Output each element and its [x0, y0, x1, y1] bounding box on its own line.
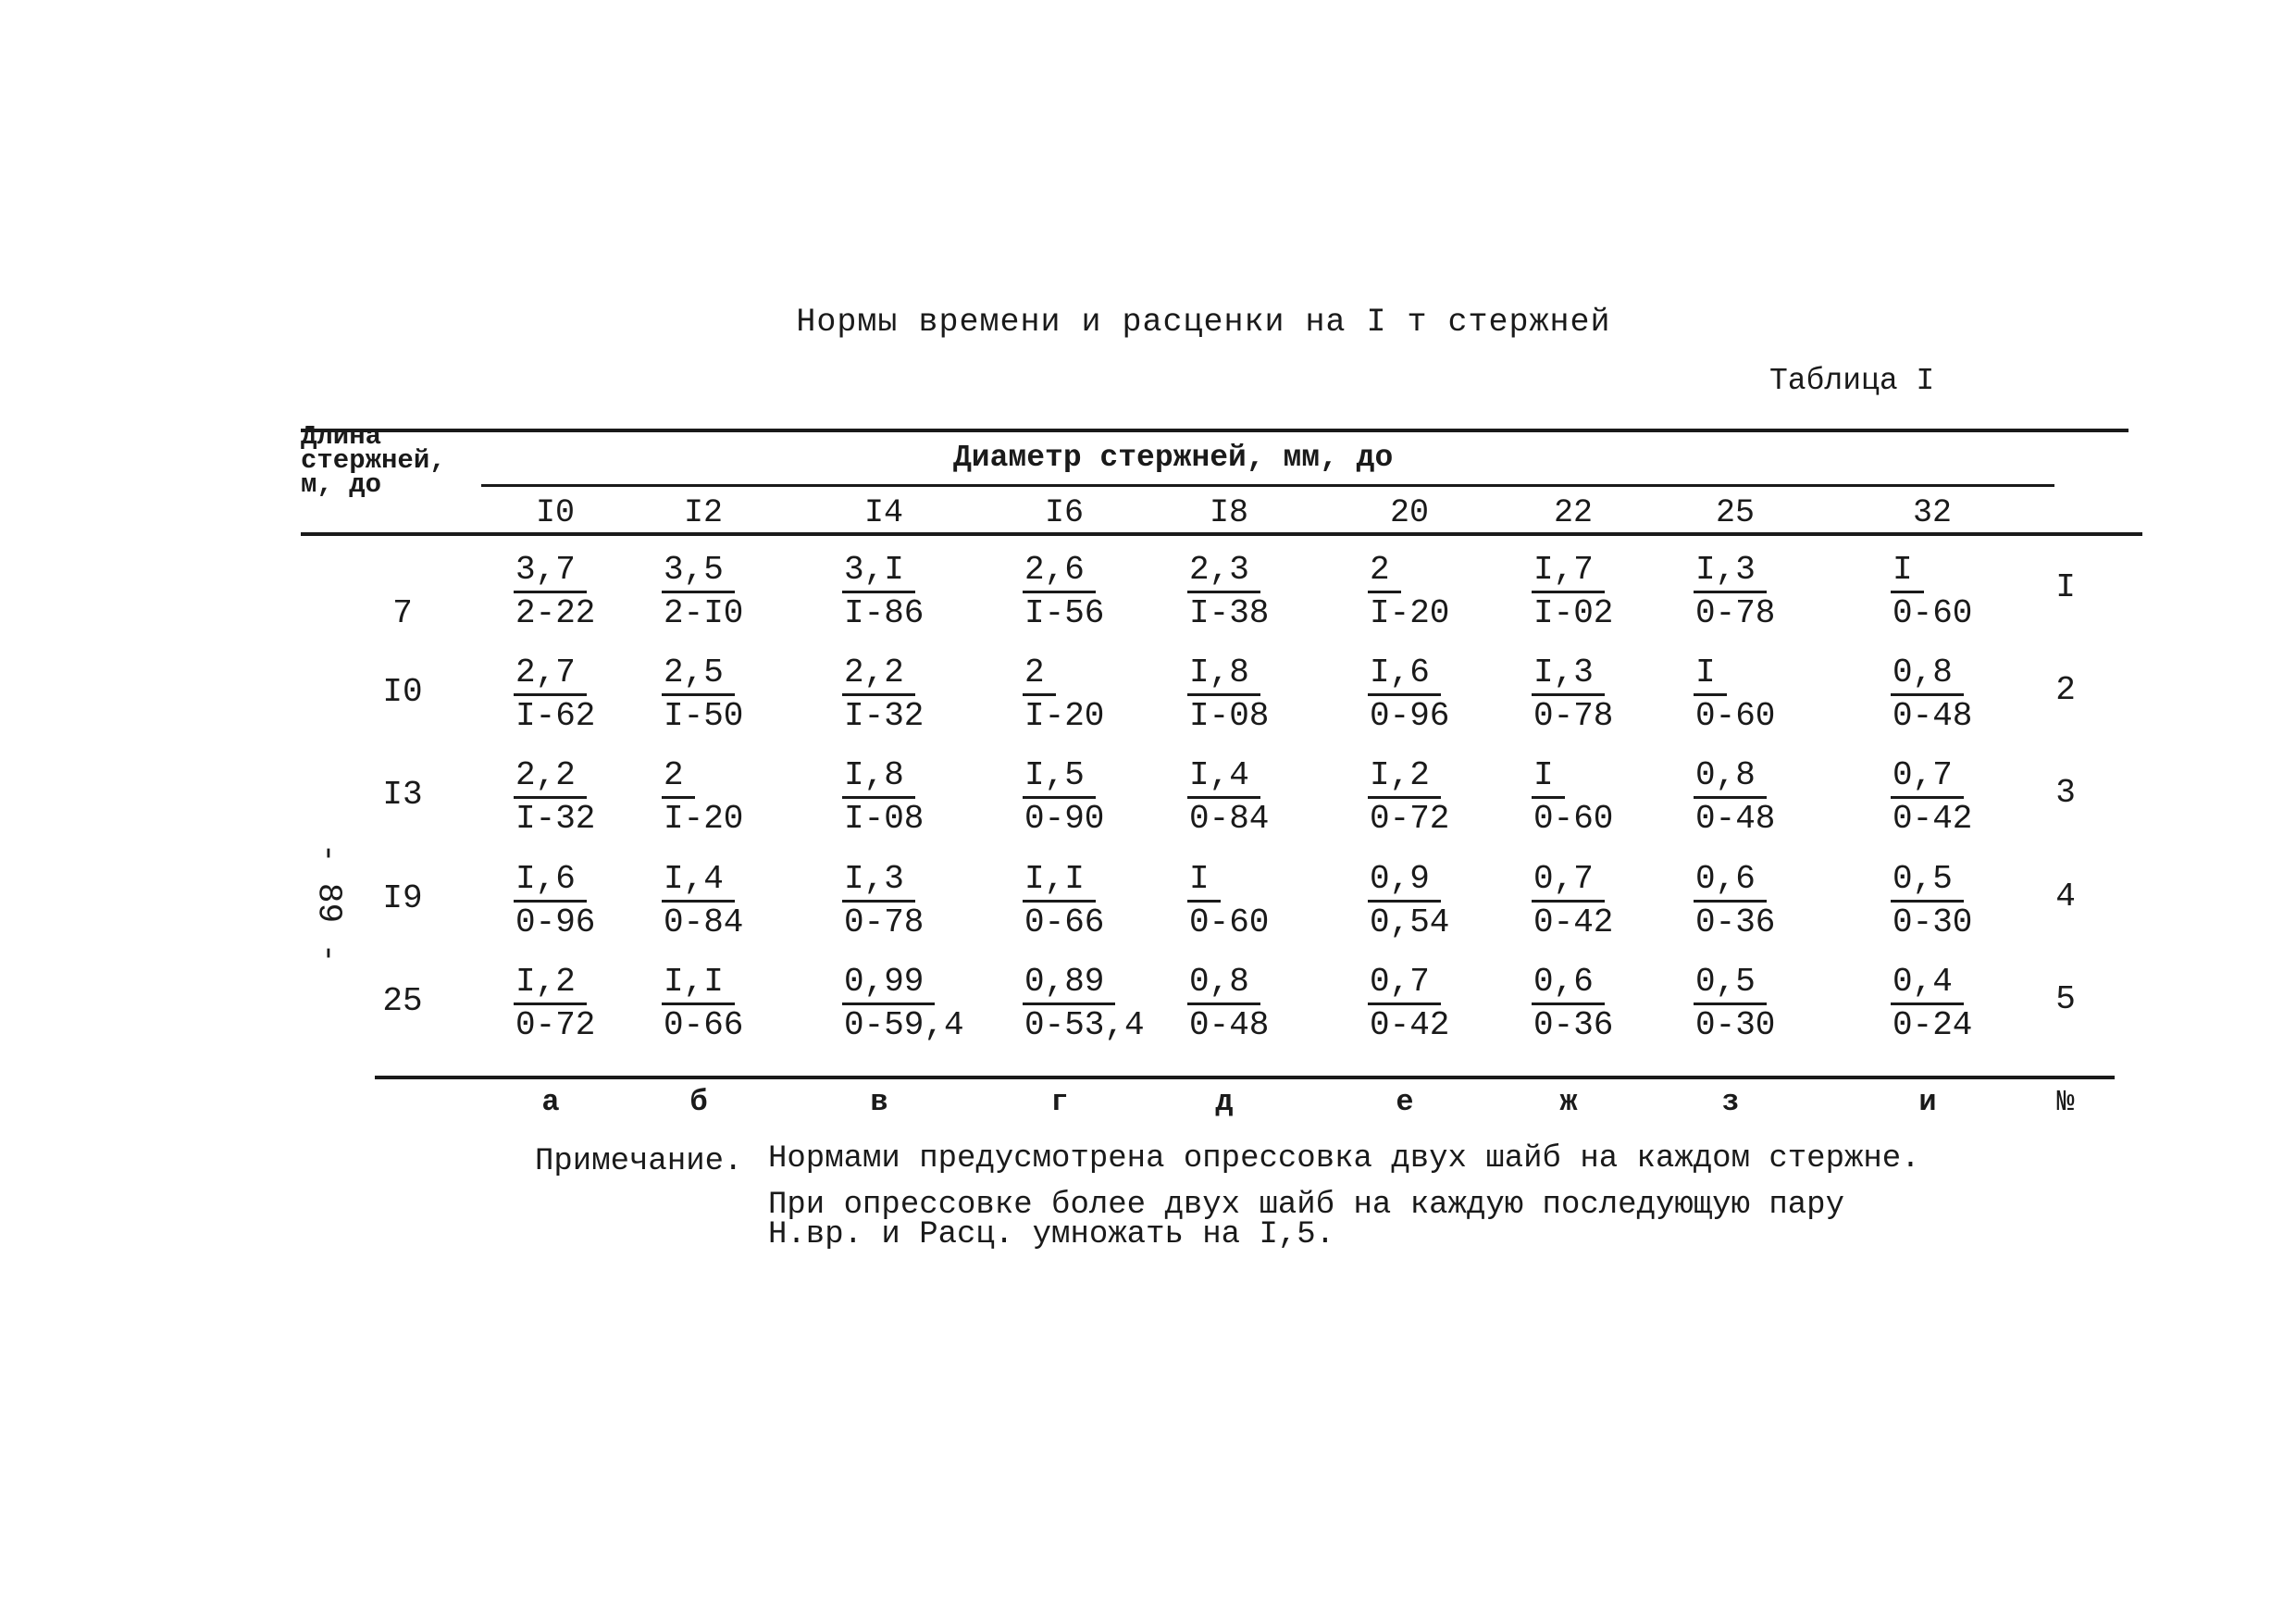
rate-value: 0-36 [1695, 903, 1776, 941]
table-cell [514, 757, 595, 840]
time-norm: I,5 [1023, 757, 1096, 799]
note-line: Н.вр. и Расц. умножать на I,5. [768, 1217, 1335, 1252]
group-header-rule [481, 484, 2054, 487]
table-cell [1368, 757, 1449, 840]
column-letter: е [1396, 1085, 1414, 1119]
table-cell [1532, 757, 1613, 840]
rate-value: 0-66 [664, 1006, 744, 1044]
time-norm: 3,I [842, 552, 915, 593]
row-length: 25 [382, 982, 423, 1020]
rate-value: I-20 [664, 800, 744, 838]
column-letter: ж [1559, 1085, 1578, 1119]
header-bottom-rule [301, 532, 2142, 536]
rate-value: 0-36 [1533, 1006, 1614, 1044]
table-cell [1368, 654, 1449, 737]
time-norm: 0,7 [1891, 757, 1964, 799]
time-norm: I,8 [842, 757, 915, 799]
rate-value: I-20 [1024, 697, 1105, 735]
note-line: Нормами предусмотрена опрессовка двух шайб на каждом стержне. [768, 1141, 1920, 1177]
time-norm: I,2 [1368, 757, 1441, 799]
table-cell [662, 757, 743, 840]
diameter-group-header: Диаметр стержней, мм, до [953, 441, 1394, 475]
rate-value: 0-96 [1370, 697, 1450, 735]
rate-value: 0-96 [515, 903, 596, 941]
table-cell [842, 654, 924, 737]
time-norm: I,8 [1187, 654, 1260, 696]
rate-value: 0-48 [1893, 697, 1973, 735]
table-cell [1891, 654, 1972, 737]
time-norm: 0,5 [1891, 861, 1964, 903]
time-norm: 2,6 [1023, 552, 1096, 593]
time-norm: 2,2 [514, 757, 587, 799]
table-cell [1023, 861, 1104, 943]
rate-value: 0-53,4 [1024, 1006, 1145, 1044]
rate-value: I-32 [515, 800, 596, 838]
no-symbol: № [2056, 1085, 2075, 1119]
rate-value: 0,54 [1370, 903, 1450, 941]
rate-value: 0-72 [1370, 800, 1450, 838]
time-norm: I,2 [514, 964, 587, 1005]
time-norm: 0,8 [1694, 757, 1767, 799]
time-norm: I,6 [514, 861, 587, 903]
table-cell [1368, 552, 1449, 634]
table-cell [1694, 964, 1775, 1046]
rate-value: 0-90 [1024, 800, 1105, 838]
table-cell [1368, 964, 1449, 1046]
time-norm: I [1891, 552, 1924, 593]
column-letter: г [1050, 1085, 1069, 1119]
rate-value: 0-66 [1024, 903, 1105, 941]
time-norm: 2 [1368, 552, 1401, 593]
rate-value: 0-42 [1533, 903, 1614, 941]
rate-value: 0-78 [1533, 697, 1614, 735]
diameter-header: I4 [863, 494, 903, 531]
diameter-header: 20 [1389, 494, 1429, 531]
corner-header-line: м, до [301, 469, 382, 500]
time-norm: 0,89 [1023, 964, 1115, 1005]
rate-value: 0-30 [1695, 1006, 1776, 1044]
rate-value: I-32 [844, 697, 925, 735]
column-letter: б [689, 1085, 708, 1119]
table-cell [842, 552, 924, 634]
table-cell [514, 964, 595, 1046]
table-cell [514, 654, 595, 737]
rate-value: 0-60 [1893, 594, 1973, 632]
diameter-header: I8 [1209, 494, 1248, 531]
rate-value: 0-48 [1695, 800, 1776, 838]
rate-value: 0-60 [1189, 903, 1270, 941]
table-cell [1023, 757, 1104, 840]
column-letter: д [1215, 1085, 1234, 1119]
rate-value: 0-60 [1695, 697, 1776, 735]
table-cell [662, 964, 743, 1046]
table-cell [1891, 964, 1972, 1046]
row-number: I [2055, 568, 2076, 606]
time-norm: 3,5 [662, 552, 735, 593]
time-norm: 0,4 [1891, 964, 1964, 1005]
time-norm: I,4 [662, 861, 735, 903]
column-letter: з [1721, 1085, 1740, 1119]
table-cell [1368, 861, 1449, 943]
table-cell [842, 964, 964, 1046]
table-cell [514, 861, 595, 943]
table-top-rule [301, 429, 2128, 432]
rate-value: I-20 [1370, 594, 1450, 632]
rate-value: 0-78 [844, 903, 925, 941]
time-norm: I,3 [842, 861, 915, 903]
rate-value: I-38 [1189, 594, 1270, 632]
diameter-header: 22 [1553, 494, 1593, 531]
time-norm: 0,5 [1694, 964, 1767, 1005]
table-cell [1187, 861, 1269, 943]
row-number: 4 [2055, 878, 2076, 915]
rate-value: 0-30 [1893, 903, 1973, 941]
rate-value: 0-72 [515, 1006, 596, 1044]
row-number: 3 [2055, 774, 2076, 812]
time-norm: I [1694, 654, 1727, 696]
table-cell [1187, 552, 1269, 634]
table-cell [662, 861, 743, 943]
time-norm: I,I [662, 964, 735, 1005]
table-cell [842, 861, 924, 943]
rate-value: I-08 [844, 800, 925, 838]
row-length: 7 [392, 594, 413, 632]
time-norm: 2,2 [842, 654, 915, 696]
page-title: Нормы времени и расценки на I т стержней [796, 304, 1611, 341]
note-label: Примечание. [535, 1144, 743, 1179]
table-cell [1694, 861, 1775, 943]
time-norm: 2 [1023, 654, 1056, 696]
rate-value: I-56 [1024, 594, 1105, 632]
column-letter: и [1918, 1085, 1937, 1119]
row-length: I3 [382, 776, 423, 814]
column-letter: в [870, 1085, 888, 1119]
time-norm: I [1187, 861, 1221, 903]
rate-value: 0-84 [1189, 800, 1270, 838]
time-norm: 2,7 [514, 654, 587, 696]
time-norm: I,7 [1532, 552, 1605, 593]
rate-value: 0-78 [1695, 594, 1776, 632]
table-cell [1532, 964, 1613, 1046]
table-cell [1187, 757, 1269, 840]
rate-value: I-02 [1533, 594, 1614, 632]
corner-header [301, 421, 446, 500]
time-norm: 0,8 [1187, 964, 1260, 1005]
table-cell [1891, 552, 1972, 634]
column-letter: а [541, 1085, 560, 1119]
time-norm: 0,99 [842, 964, 935, 1005]
rate-value: 0-42 [1370, 1006, 1450, 1044]
diameter-header: 32 [1912, 494, 1952, 531]
rate-value: I-62 [515, 697, 596, 735]
diameter-header: I2 [683, 494, 723, 531]
time-norm: 2,5 [662, 654, 735, 696]
table-cell [1023, 654, 1104, 737]
time-norm: 0,7 [1532, 861, 1605, 903]
page-number: - 89 - [309, 842, 348, 964]
table-cell [1187, 964, 1269, 1046]
table-cell [1532, 552, 1613, 634]
corner-header-line: Длина [301, 421, 382, 452]
time-norm: 2,3 [1187, 552, 1260, 593]
time-norm: I,3 [1532, 654, 1605, 696]
time-norm: I,6 [1368, 654, 1441, 696]
table-cell [1023, 552, 1104, 634]
time-norm: 0,8 [1891, 654, 1964, 696]
time-norm: 3,7 [514, 552, 587, 593]
table-label: Таблица I [1769, 364, 1935, 398]
table-cell [662, 552, 743, 634]
note-line: При опрессовке более двух шайб на каждую последующую пару [768, 1188, 1844, 1223]
diameter-header: 25 [1715, 494, 1755, 531]
row-number: 2 [2055, 671, 2076, 709]
rate-value: 2-I0 [664, 594, 744, 632]
table-cell [1532, 654, 1613, 737]
table-cell [514, 552, 595, 634]
diameter-header: I0 [535, 494, 575, 531]
corner-header-line: стержней, [301, 445, 446, 476]
rate-value: 0-42 [1893, 800, 1973, 838]
rate-value: I-08 [1189, 697, 1270, 735]
table-cell [1187, 654, 1269, 737]
time-norm: I,3 [1694, 552, 1767, 593]
time-norm: 0,6 [1694, 861, 1767, 903]
time-norm: 0,9 [1368, 861, 1441, 903]
rate-value: 0-59,4 [844, 1006, 964, 1044]
table-cell [662, 654, 743, 737]
row-length: I9 [382, 879, 423, 917]
time-norm: 0,6 [1532, 964, 1605, 1005]
table-cell [1891, 757, 1972, 840]
table-cell [1891, 861, 1972, 943]
rate-value: 0-48 [1189, 1006, 1270, 1044]
table-cell [842, 757, 924, 840]
row-length: I0 [382, 673, 423, 711]
rate-value: 0-84 [664, 903, 744, 941]
diameter-header: I6 [1044, 494, 1084, 531]
table-cell [1694, 654, 1775, 737]
table-cell [1532, 861, 1613, 943]
rate-value: I-86 [844, 594, 925, 632]
time-norm: I [1532, 757, 1565, 799]
time-norm: I,I [1023, 861, 1096, 903]
time-norm: I,4 [1187, 757, 1260, 799]
table-cell [1694, 552, 1775, 634]
row-number: 5 [2055, 980, 2076, 1018]
rate-value: 0-60 [1533, 800, 1614, 838]
rate-value: 0-24 [1893, 1006, 1973, 1044]
time-norm: 2 [662, 757, 695, 799]
time-norm: 0,7 [1368, 964, 1441, 1005]
rate-value: I-50 [664, 697, 744, 735]
table-cell [1023, 964, 1145, 1046]
table-bottom-rule [375, 1076, 2115, 1079]
rate-value: 2-22 [515, 594, 596, 632]
table-cell [1694, 757, 1775, 840]
